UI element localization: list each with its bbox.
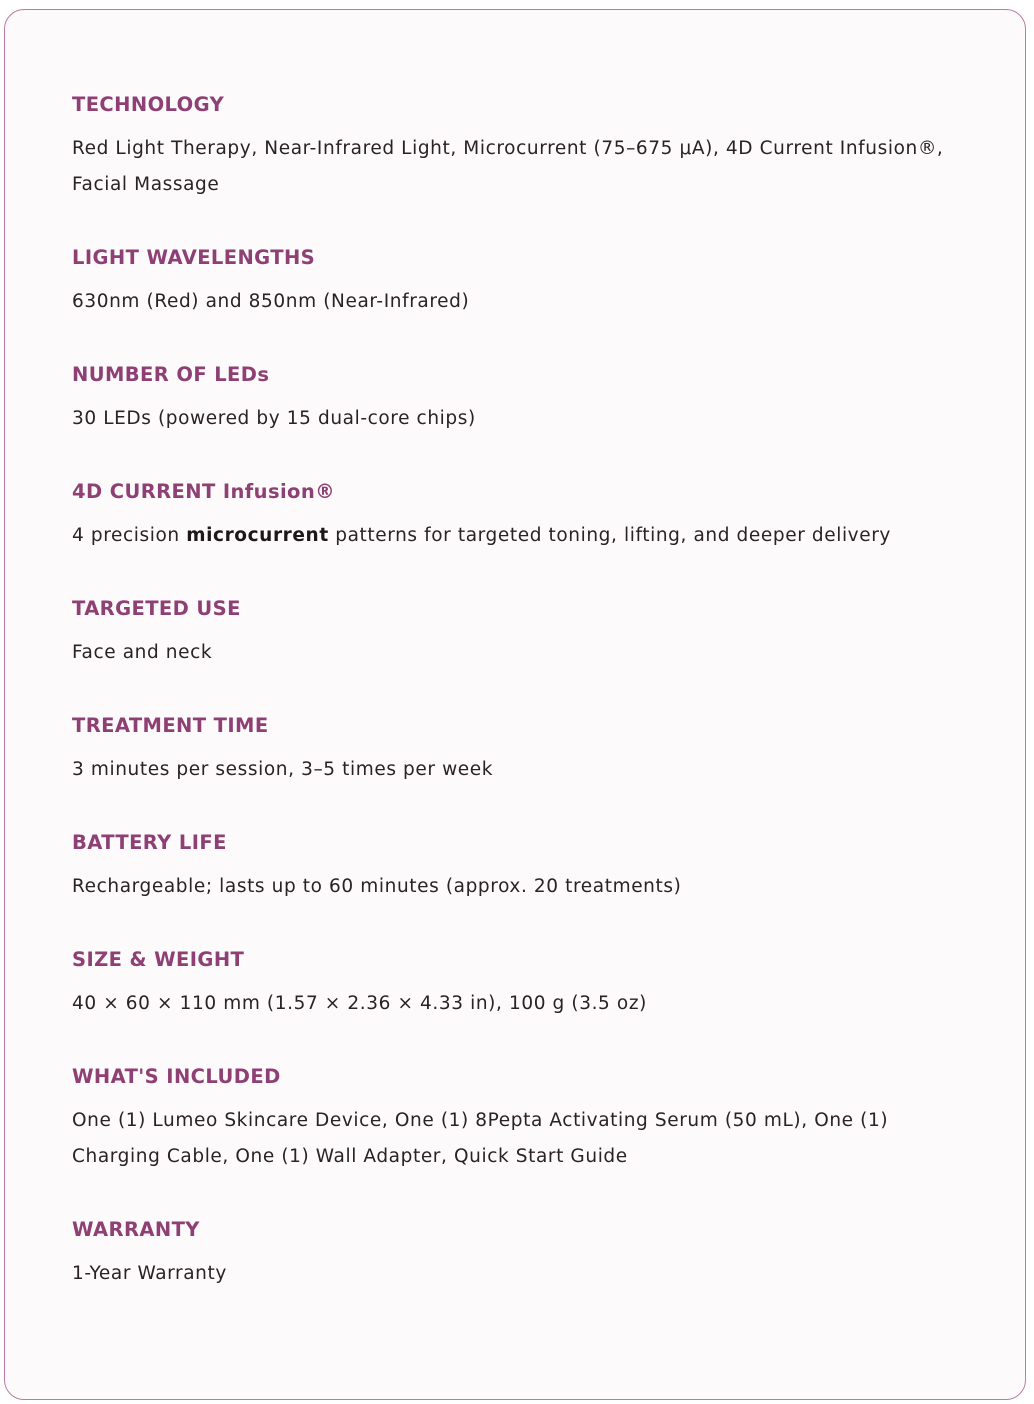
spec-size-and-weight — [72, 945, 972, 1022]
spec-heading: TECHNOLOGY — [72, 93, 225, 116]
spec-value: 3 minutes per session, 3–5 times per week — [72, 759, 494, 780]
spec-value — [72, 518, 972, 554]
spec-value: Rechargeable; lasts up to 60 minutes (approx. 20 treatments) — [72, 876, 682, 897]
spec-heading: BATTERY LIFE — [72, 831, 227, 854]
spec-value: 40 × 60 × 110 mm (1.57 × 2.36 × 4.33 in), 100 g (3.5 oz) — [72, 993, 647, 1014]
spec-heading: TREATMENT TIME — [72, 714, 269, 737]
specifications-list — [72, 90, 972, 1332]
spec-heading: TARGETED USE — [72, 597, 241, 620]
spec-battery-life — [72, 828, 972, 905]
spec-heading: WARRANTY — [72, 1218, 200, 1241]
specifications-card — [4, 9, 1026, 1400]
spec-targeted-use — [72, 594, 972, 671]
spec-value: 630nm (Red) and 850nm (Near-Infrared) — [72, 291, 470, 312]
spec-value-emphasis: microcurrent — [186, 525, 329, 546]
spec-number-of-leds — [72, 360, 972, 437]
spec-value: Face and neck — [72, 642, 213, 663]
spec-technology — [72, 90, 972, 203]
spec-whats-included — [72, 1062, 972, 1175]
spec-value-prefix: 4 precision — [72, 525, 187, 546]
spec-4d-current-infusion — [72, 477, 972, 554]
spec-value: Red Light Therapy, Near-Infrared Light, Microcurrent (75–675 μA), 4D Current Infusion®, Facial Massage — [72, 138, 944, 195]
spec-warranty — [72, 1215, 972, 1292]
spec-heading: LIGHT WAVELENGTHS — [72, 246, 316, 269]
spec-heading: NUMBER OF LEDs — [72, 363, 270, 386]
spec-value: One (1) Lumeo Skincare Device, One (1) 8Pepta Activating Serum (50 mL), One (1) Charging Cable, One (1) Wall Adapter, Quick Start Guide — [72, 1110, 889, 1167]
spec-value: 1-Year Warranty — [72, 1263, 227, 1284]
spec-value: 30 LEDs (powered by 15 dual-core chips) — [72, 408, 476, 429]
spec-value-suffix: patterns for targeted toning, lifting, and deeper delivery — [328, 525, 891, 546]
spec-heading: 4D CURRENT Infusion® — [72, 480, 336, 503]
spec-light-wavelengths — [72, 243, 972, 320]
spec-heading: WHAT'S INCLUDED — [72, 1065, 281, 1088]
spec-treatment-time — [72, 711, 972, 788]
spec-heading: SIZE & WEIGHT — [72, 948, 245, 971]
